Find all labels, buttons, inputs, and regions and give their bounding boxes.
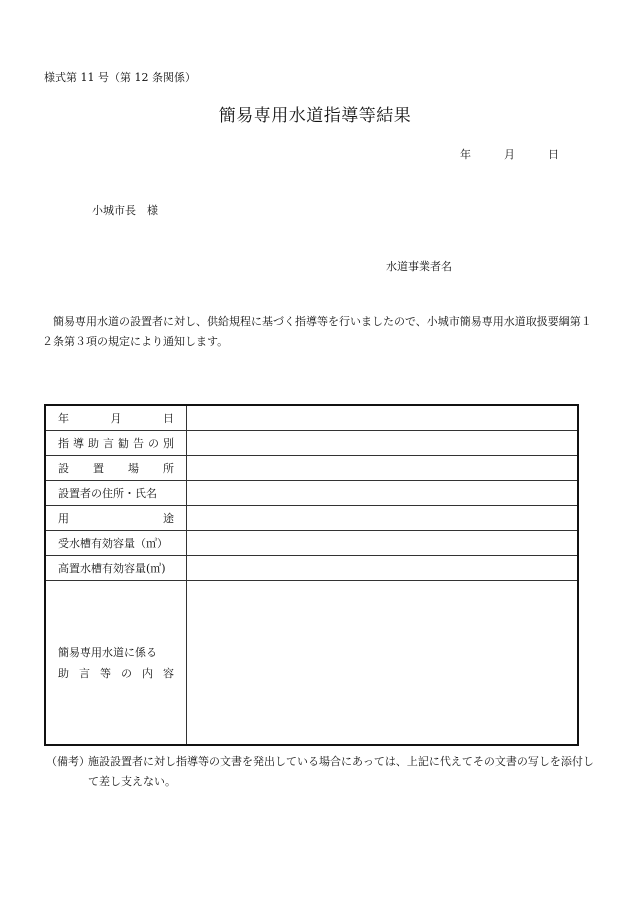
remarks-text: 施設設置者に対し指導等の文書を発出している場合にあっては、上記に代えてその文書の写しを添付して差し支えない。	[88, 755, 594, 788]
label-char: 助	[58, 666, 69, 680]
remarks-key: （備考）	[46, 755, 90, 768]
label-char: 別	[163, 437, 174, 450]
row-label-usage	[45, 506, 187, 531]
date-month: 月	[504, 148, 515, 161]
value-cell-usage[interactable]	[187, 506, 579, 531]
label-char: 告	[133, 437, 144, 450]
value-cell-elevated-tank[interactable]	[187, 556, 579, 581]
table-row	[45, 581, 578, 746]
value-cell-date[interactable]	[187, 405, 579, 431]
row-label-date	[45, 405, 187, 431]
row-label-guidance-type	[45, 431, 187, 456]
label-char: 言	[79, 666, 90, 680]
table-row	[45, 531, 578, 556]
value-cell-guidance-type[interactable]	[187, 431, 579, 456]
label-char: 容	[163, 666, 174, 680]
row-label-receiving-tank: 受水槽有効容量（㎥）	[45, 531, 187, 556]
result-table	[44, 404, 579, 746]
label-char: 等	[100, 666, 111, 680]
value-cell-installer[interactable]	[187, 481, 579, 506]
label-char: 場	[128, 462, 139, 475]
label-char: 日	[163, 412, 174, 425]
table-row	[45, 506, 578, 531]
form-number: 様式第 11 号（第 12 条関係）	[44, 71, 196, 84]
label-char: 指	[58, 437, 69, 450]
table-row	[45, 456, 578, 481]
remarks-note	[46, 752, 594, 792]
value-cell-advice-content[interactable]	[187, 581, 579, 746]
value-cell-receiving-tank[interactable]	[187, 531, 579, 556]
label-char: 年	[58, 412, 69, 425]
date-day: 日	[548, 148, 559, 161]
advice-label-line1: 簡易専用水道に係る	[58, 645, 157, 659]
row-label-advice-content	[45, 581, 187, 746]
row-label-installer: 設置者の住所・氏名	[45, 481, 187, 506]
label-char: 途	[163, 512, 174, 525]
value-cell-location[interactable]	[187, 456, 579, 481]
label-char: 勧	[118, 437, 129, 450]
date-year: 年	[460, 148, 471, 161]
label-char: 月	[110, 412, 122, 425]
label-char: の	[121, 666, 132, 680]
table-row	[45, 431, 578, 456]
body-text: 簡易専用水道の設置者に対し、供給規程に基づく指導等を行いましたので、小城市簡易専用水道取扱要綱第１２条第３項の規定により通知します。	[42, 315, 592, 348]
label-char: 用	[58, 512, 69, 525]
label-char: 導	[73, 437, 84, 450]
label-char: 置	[93, 462, 104, 475]
label-char: 言	[103, 437, 114, 450]
label-char: の	[148, 437, 159, 450]
row-label-elevated-tank: 高置水槽有効容量(㎥)	[45, 556, 187, 581]
document-title: 簡易専用水道指導等結果	[218, 106, 412, 126]
operator-label: 水道事業者名	[386, 260, 452, 273]
date-line	[460, 146, 559, 162]
label-char: 設	[58, 462, 69, 475]
addressee: 小城市長 様	[92, 204, 158, 217]
label-char: 所	[163, 462, 174, 475]
row-label-location	[45, 456, 187, 481]
table-row	[45, 481, 578, 506]
table-row	[45, 556, 578, 581]
label-char: 内	[142, 666, 153, 680]
label-char: 助	[88, 437, 99, 450]
table-row	[45, 405, 578, 431]
